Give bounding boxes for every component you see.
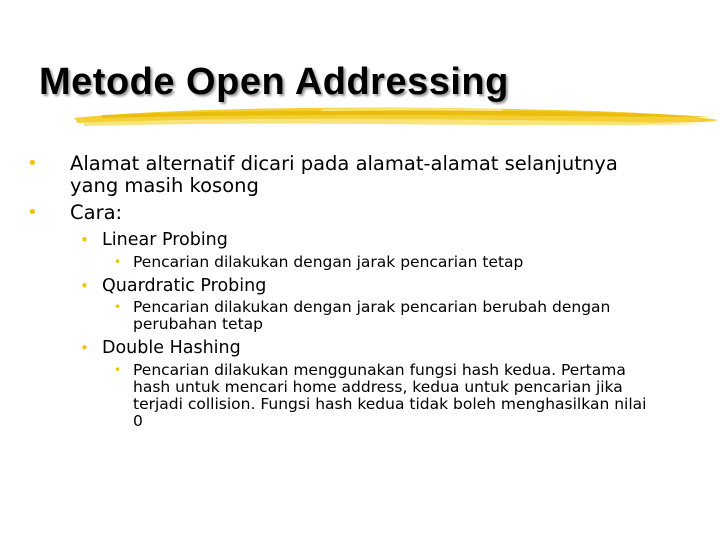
bullet-text-line: Cara: [70,201,123,224]
bullet-text-line: Alamat alternatif dicari pada alamat-alamat selanjutnya [70,152,618,175]
bullet-dot-icon: • [80,277,89,295]
bullet-dot-icon: • [27,202,38,223]
bullet-dot-icon: • [114,363,122,377]
bullet-text-line: Quardratic Probing [102,276,267,296]
bullet-dot-icon: • [114,300,122,314]
bullet-text-line: yang masih kosong [70,174,259,197]
bullet-text-line: Linear Probing [102,230,228,250]
bullet-dot-icon: • [27,153,38,174]
bullet-text-line: Double Hashing [102,338,241,358]
bullet-text-line: 0 [133,412,143,430]
slide-title: Metode Open Addressing [39,61,509,103]
bullet-dot-icon: • [80,231,89,249]
bullet-dot-icon: • [80,339,89,357]
bullet-dot-icon: • [114,255,122,269]
bullet-text-line: terjadi collision. Fungsi hash kedua tidak boleh menghasilkan nilai [133,395,647,413]
bullet-text-line: Pencarian dilakukan dengan jarak pencarian tetap [133,253,524,271]
bullet-text-line: Pencarian dilakukan menggunakan fungsi hash kedua. Pertama [133,361,626,379]
bullet-text-line: hash untuk mencari home address, kedua untuk pencarian jika [133,378,623,396]
bullet-text-line: Pencarian dilakukan dengan jarak pencarian berubah dengan [133,298,611,316]
bullet-text-line: perubahan tetap [133,315,264,333]
